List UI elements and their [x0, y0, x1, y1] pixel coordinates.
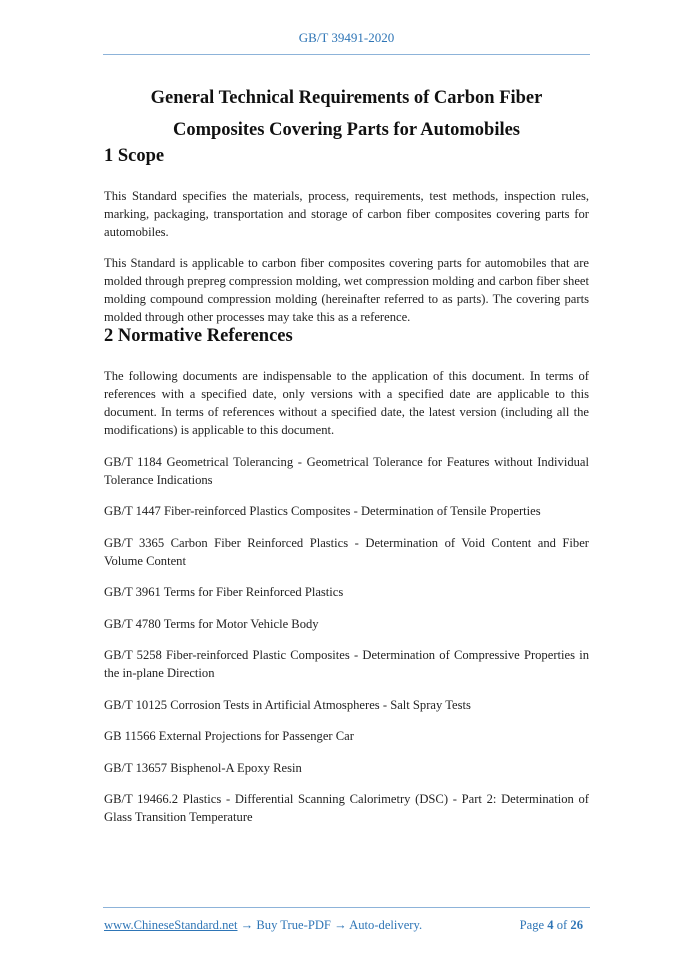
references-intro: The following documents are indispensable to the application of this document. In terms of references with a specified date, only versions with a specified date are applicable to this document. In terms of references without a specified date, the latest version (including all the modifications) is applicable to this document. — [104, 369, 589, 437]
reference-item: GB/T 13657 Bisphenol-A Epoxy Resin — [104, 760, 302, 775]
website-link[interactable]: www.ChineseStandard.net — [104, 918, 238, 932]
page-label: Page — [519, 918, 545, 932]
reference-item: GB/T 1184 Geometrical Tolerancing - Geometrical Tolerance for Features without Individual Tolerance Indications — [104, 454, 589, 487]
reference-item: GB 11566 External Projections for Passenger Car — [104, 729, 354, 743]
header-divider — [103, 54, 590, 55]
section-heading-normative-references: 2 Normative References — [104, 326, 293, 346]
page-current: 4 — [547, 918, 554, 932]
page-content — [104, 82, 589, 826]
buy-pdf-text: Buy True-PDF — [256, 918, 331, 932]
title-line-2: Composites Covering Parts for Automobiles — [172, 120, 521, 140]
arrow-right-icon: → — [237, 918, 257, 932]
section-heading-scope: 1 Scope — [104, 146, 165, 166]
page-footer — [104, 918, 589, 933]
page-of: of — [556, 918, 568, 932]
page-indicator — [520, 918, 583, 933]
running-header: GB/T 39491-2020 — [298, 30, 395, 45]
arrow-right-icon: → — [330, 918, 350, 932]
auto-delivery-text: Auto-delivery. — [349, 918, 423, 932]
reference-item: GB/T 10125 Corrosion Tests in Artificial Atmospheres - Salt Spray Tests — [104, 697, 471, 712]
reference-item: GB/T 3365 Carbon Fiber Reinforced Plastics - Determination of Void Content and Fiber Volume Content — [104, 535, 589, 568]
footer-divider — [103, 907, 590, 908]
title-line-1: General Technical Requirements of Carbon Fiber — [150, 88, 543, 108]
reference-list — [104, 453, 589, 827]
reference-item: GB/T 19466.2 Plastics - Differential Scanning Calorimetry (DSC) - Part 2: Determination of Glass Transition Temperature — [104, 792, 589, 824]
scope-paragraph: This Standard is applicable to carbon fiber composites covering parts for automobiles that are molded through prepreg compression molding, wet compression molding and carbon fiber sheet molding compound compression molding (hereinafter referred to as parts). The covering parts molded through other processes may take this as a reference. — [104, 256, 589, 324]
reference-item: GB/T 3961 Terms for Fiber Reinforced Plastics — [104, 585, 344, 599]
reference-item: GB/T 1447 Fiber-reinforced Plastics Composites - Determination of Tensile Properties — [104, 504, 541, 518]
scope-paragraph: This Standard specifies the materials, process, requirements, test methods, inspection rules, marking, packaging, transportation and storage of carbon fiber composites covering parts for automobiles. — [104, 189, 589, 239]
page-total: 26 — [570, 918, 583, 932]
reference-item: GB/T 5258 Fiber-reinforced Plastic Composites - Determination of Compressive Properties in the in-plane Direction — [104, 648, 589, 680]
reference-item: GB/T 4780 Terms for Motor Vehicle Body — [104, 616, 319, 631]
document-title — [104, 82, 589, 146]
